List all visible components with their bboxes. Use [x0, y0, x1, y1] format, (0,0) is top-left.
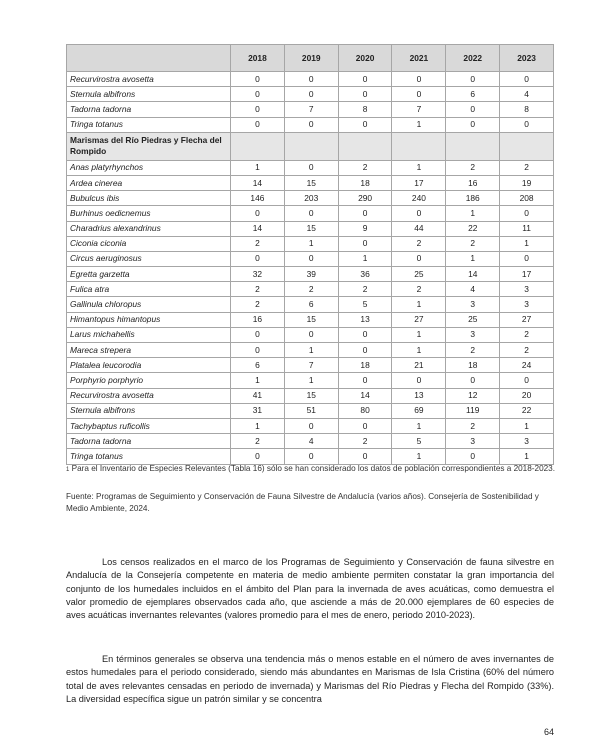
count-cell: 9 — [338, 221, 392, 236]
header-cell: 2023 — [500, 45, 554, 72]
species-name: Tachybaptus ruficollis — [67, 418, 231, 433]
count-cell: 13 — [392, 388, 446, 403]
count-cell: 1 — [231, 160, 285, 175]
count-cell: 24 — [500, 358, 554, 373]
table-row — [67, 267, 554, 282]
count-cell: 4 — [500, 87, 554, 102]
header-cell: 2022 — [446, 45, 500, 72]
count-cell: 203 — [284, 191, 338, 206]
count-cell: 208 — [500, 191, 554, 206]
table-row — [67, 327, 554, 342]
count-cell: 15 — [284, 388, 338, 403]
table-section-row — [67, 132, 554, 160]
count-cell: 0 — [338, 117, 392, 132]
count-cell: 22 — [446, 221, 500, 236]
count-cell: 1 — [392, 343, 446, 358]
count-cell: 17 — [500, 267, 554, 282]
table-header-row — [67, 45, 554, 72]
table-source: Fuente: Programas de Seguimiento y Conservación de Fauna Silvestre de Andalucía (varios años). Consejería de Sostenibilidad y Medio Ambiente, 2024. — [66, 492, 539, 513]
species-name: Charadrius alexandrinus — [67, 221, 231, 236]
species-name: Tadorna tadorna — [67, 434, 231, 449]
table-row — [67, 221, 554, 236]
count-cell: 0 — [284, 418, 338, 433]
footnote-marker: 1 — [66, 467, 70, 473]
count-cell: 44 — [392, 221, 446, 236]
count-cell: 1 — [231, 373, 285, 388]
count-cell: 14 — [446, 267, 500, 282]
count-cell: 1 — [284, 343, 338, 358]
count-cell: 0 — [446, 117, 500, 132]
body-paragraph: Los censos realizados en el marco de los Programas de Seguimiento y Conservación de fauna silvestre en Andalucía de la Consejería competente en materia de medio ambiente permiten constatar la gran importancia del conjunto de los humedales incluidos en el ámbito del Plan para la invernada de aves acuáticas, como demuestra el valor promedio de ejemplares observados cada año, que asciende a más de 20.000 ejemplares de 60 especies de aves acuáticas invernantes relevantes (valores promedio para el mes de enero, periodo 2010-2023). — [66, 557, 554, 621]
count-cell: 0 — [338, 373, 392, 388]
count-cell: 6 — [446, 87, 500, 102]
count-cell: 5 — [392, 434, 446, 449]
table-row — [67, 297, 554, 312]
count-cell: 2 — [392, 236, 446, 251]
count-cell: 0 — [231, 251, 285, 266]
count-cell: 0 — [392, 87, 446, 102]
species-name: Anas platyrhynchos — [67, 160, 231, 175]
species-name: Recurvirostra avosetta — [67, 72, 231, 87]
count-cell: 31 — [231, 403, 285, 418]
count-cell: 16 — [446, 175, 500, 190]
count-cell: 2 — [500, 343, 554, 358]
count-cell: 1 — [500, 236, 554, 251]
count-cell: 0 — [446, 102, 500, 117]
count-cell: 0 — [392, 373, 446, 388]
count-cell: 1 — [446, 251, 500, 266]
species-name: Fulica atra — [67, 282, 231, 297]
count-cell: 39 — [284, 267, 338, 282]
count-cell: 32 — [231, 267, 285, 282]
empty-cell — [231, 132, 285, 160]
count-cell: 3 — [500, 282, 554, 297]
count-cell: 2 — [500, 160, 554, 175]
count-cell: 119 — [446, 403, 500, 418]
count-cell: 0 — [500, 117, 554, 132]
species-name: Larus michahellis — [67, 327, 231, 342]
count-cell: 8 — [500, 102, 554, 117]
count-cell: 240 — [392, 191, 446, 206]
empty-cell — [446, 132, 500, 160]
count-cell: 18 — [338, 175, 392, 190]
count-cell: 0 — [338, 72, 392, 87]
species-name: Egretta garzetta — [67, 267, 231, 282]
count-cell: 0 — [284, 206, 338, 221]
count-cell: 13 — [338, 312, 392, 327]
species-name: Ardea cinerea — [67, 175, 231, 190]
count-cell: 0 — [284, 87, 338, 102]
count-cell: 15 — [284, 312, 338, 327]
species-name: Himantopus himantopus — [67, 312, 231, 327]
header-cell — [67, 45, 231, 72]
count-cell: 0 — [231, 72, 285, 87]
count-cell: 4 — [284, 434, 338, 449]
table-row — [67, 403, 554, 418]
table-row — [67, 206, 554, 221]
count-cell: 0 — [500, 373, 554, 388]
count-cell: 2 — [338, 160, 392, 175]
count-cell: 25 — [392, 267, 446, 282]
species-name: Gallinula chloropus — [67, 297, 231, 312]
table-row — [67, 388, 554, 403]
table-row — [67, 102, 554, 117]
count-cell: 15 — [284, 175, 338, 190]
section-label: Marismas del Río Piedras y Flecha del Rompido — [67, 132, 231, 160]
count-cell: 14 — [338, 388, 392, 403]
count-cell: 6 — [284, 297, 338, 312]
count-cell: 3 — [446, 327, 500, 342]
count-cell: 3 — [446, 297, 500, 312]
count-cell: 22 — [500, 403, 554, 418]
count-cell: 0 — [284, 160, 338, 175]
count-cell: 3 — [500, 434, 554, 449]
count-cell: 14 — [231, 221, 285, 236]
species-name: Ciconia ciconia — [67, 236, 231, 251]
count-cell: 1 — [446, 206, 500, 221]
count-cell: 20 — [500, 388, 554, 403]
count-cell: 2 — [231, 236, 285, 251]
table-row — [67, 160, 554, 175]
count-cell: 0 — [392, 251, 446, 266]
count-cell: 0 — [231, 343, 285, 358]
header-cell: 2020 — [338, 45, 392, 72]
count-cell: 0 — [338, 327, 392, 342]
count-cell: 186 — [446, 191, 500, 206]
species-name: Platalea leucorodia — [67, 358, 231, 373]
count-cell: 1 — [338, 251, 392, 266]
count-cell: 80 — [338, 403, 392, 418]
count-cell: 0 — [446, 449, 500, 464]
count-cell: 2 — [231, 434, 285, 449]
species-name: Bubulcus ibis — [67, 191, 231, 206]
table-row — [67, 117, 554, 132]
count-cell: 27 — [392, 312, 446, 327]
count-cell: 36 — [338, 267, 392, 282]
count-cell: 2 — [231, 282, 285, 297]
count-cell: 0 — [338, 343, 392, 358]
table-row — [67, 72, 554, 87]
count-cell: 18 — [446, 358, 500, 373]
species-name: Tringa totanus — [67, 117, 231, 132]
empty-cell — [338, 132, 392, 160]
count-cell: 1 — [500, 418, 554, 433]
species-name: Mareca strepera — [67, 343, 231, 358]
count-cell: 0 — [284, 327, 338, 342]
count-cell: 0 — [338, 418, 392, 433]
table-row — [67, 358, 554, 373]
count-cell: 27 — [500, 312, 554, 327]
count-cell: 0 — [338, 87, 392, 102]
count-cell: 290 — [338, 191, 392, 206]
empty-cell — [392, 132, 446, 160]
species-name: Tringa totanus — [67, 449, 231, 464]
count-cell: 0 — [446, 72, 500, 87]
table-footnote — [66, 463, 556, 476]
table-row — [67, 434, 554, 449]
species-name: Sternula albifrons — [67, 87, 231, 102]
count-cell: 2 — [446, 160, 500, 175]
table-row — [67, 343, 554, 358]
count-cell: 0 — [338, 206, 392, 221]
count-cell: 7 — [284, 358, 338, 373]
count-cell: 0 — [338, 449, 392, 464]
count-cell: 0 — [284, 251, 338, 266]
count-cell: 0 — [231, 449, 285, 464]
count-cell: 41 — [231, 388, 285, 403]
count-cell: 4 — [446, 282, 500, 297]
count-cell: 0 — [231, 87, 285, 102]
count-cell: 8 — [338, 102, 392, 117]
count-cell: 7 — [284, 102, 338, 117]
count-cell: 6 — [231, 358, 285, 373]
count-cell: 12 — [446, 388, 500, 403]
count-cell: 1 — [392, 297, 446, 312]
header-cell: 2021 — [392, 45, 446, 72]
count-cell: 1 — [392, 449, 446, 464]
count-cell: 0 — [231, 102, 285, 117]
table-body — [67, 72, 554, 465]
count-cell: 19 — [500, 175, 554, 190]
count-cell: 1 — [500, 449, 554, 464]
count-cell: 0 — [338, 236, 392, 251]
species-name: Sternula albifrons — [67, 403, 231, 418]
count-cell: 0 — [500, 72, 554, 87]
species-name: Recurvirostra avosetta — [67, 388, 231, 403]
count-cell: 2 — [284, 282, 338, 297]
species-name: Circus aeruginosus — [67, 251, 231, 266]
count-cell: 11 — [500, 221, 554, 236]
count-cell: 1 — [231, 418, 285, 433]
count-cell: 0 — [231, 327, 285, 342]
header-cell: 2018 — [231, 45, 285, 72]
footnote-text: Para el Inventario de Especies Relevantes (Tabla 16) sólo se han considerado los datos de población correspondientes a 2018-2023. — [71, 464, 555, 473]
count-cell: 2 — [446, 343, 500, 358]
table-row — [67, 449, 554, 464]
count-cell: 1 — [392, 418, 446, 433]
count-cell: 2 — [338, 434, 392, 449]
count-cell: 17 — [392, 175, 446, 190]
count-cell: 1 — [392, 160, 446, 175]
table-row — [67, 251, 554, 266]
header-cell: 2019 — [284, 45, 338, 72]
count-cell: 51 — [284, 403, 338, 418]
count-cell: 3 — [500, 297, 554, 312]
count-cell: 2 — [500, 327, 554, 342]
count-cell: 1 — [392, 327, 446, 342]
count-cell: 0 — [392, 206, 446, 221]
species-name: Tadorna tadorna — [67, 102, 231, 117]
table-row — [67, 418, 554, 433]
species-name: Porphyrio porphyrio — [67, 373, 231, 388]
count-cell: 146 — [231, 191, 285, 206]
count-cell: 2 — [392, 282, 446, 297]
count-cell: 0 — [231, 206, 285, 221]
count-cell: 18 — [338, 358, 392, 373]
count-cell: 0 — [231, 117, 285, 132]
species-name: Burhinus oedicnemus — [67, 206, 231, 221]
count-cell: 21 — [392, 358, 446, 373]
count-cell: 0 — [392, 72, 446, 87]
count-cell: 2 — [231, 297, 285, 312]
body-paragraph: En términos generales se observa una tendencia más o menos estable en el número de aves invernantes de estos humedales para el periodo considerado, siendo más abundantes en Marismas de Isla Cristina (60% del número total de aves relevantes censadas en periodo de invernada) y Marismas del Río Piedras y Flecha del Rompido (33%). La diversidad específica sigue un patrón similar y se concentra — [66, 654, 554, 705]
table-row — [67, 87, 554, 102]
species-census-table — [66, 44, 554, 465]
count-cell: 2 — [446, 236, 500, 251]
table-row — [67, 312, 554, 327]
count-cell: 5 — [338, 297, 392, 312]
table-row — [67, 175, 554, 190]
count-cell: 0 — [500, 251, 554, 266]
table-row — [67, 373, 554, 388]
page-number: 64 — [543, 727, 554, 737]
count-cell: 16 — [231, 312, 285, 327]
count-cell: 69 — [392, 403, 446, 418]
table-row — [67, 282, 554, 297]
count-cell: 3 — [446, 434, 500, 449]
count-cell: 0 — [500, 206, 554, 221]
table-row — [67, 191, 554, 206]
count-cell: 7 — [392, 102, 446, 117]
count-cell: 2 — [446, 418, 500, 433]
count-cell: 0 — [284, 449, 338, 464]
count-cell: 0 — [284, 72, 338, 87]
empty-cell — [500, 132, 554, 160]
count-cell: 14 — [231, 175, 285, 190]
count-cell: 15 — [284, 221, 338, 236]
empty-cell — [284, 132, 338, 160]
table-row — [67, 236, 554, 251]
count-cell: 1 — [284, 236, 338, 251]
count-cell: 0 — [446, 373, 500, 388]
count-cell: 25 — [446, 312, 500, 327]
count-cell: 2 — [338, 282, 392, 297]
count-cell: 1 — [284, 373, 338, 388]
count-cell: 1 — [392, 117, 446, 132]
count-cell: 0 — [284, 117, 338, 132]
